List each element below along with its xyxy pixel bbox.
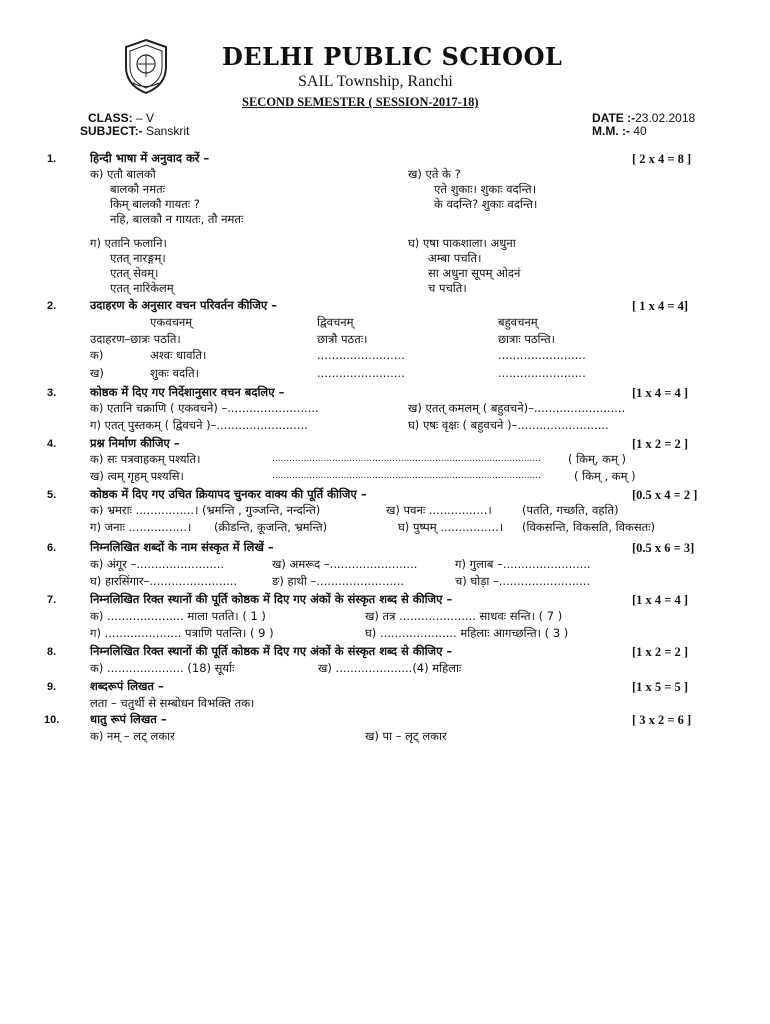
q1-ga-1: एतत् नारङ्गम्। (110, 251, 166, 265)
q3-marks: [1 x 4 = 4 ] (632, 386, 689, 400)
q4-kha-blank[interactable]: .............................................................................................. (272, 471, 541, 481)
date-line (592, 111, 695, 125)
q8-number: 8. (47, 646, 57, 658)
q2-example-singular: उदाहरण–छात्रः पठति। (90, 332, 181, 346)
class-value: – V (132, 111, 155, 125)
q5-ka: क) भ्रमराः ................। (90, 503, 199, 517)
q7-gha: घ) ..................... महिलाः आगच्छन्ति। ( 3 ) (365, 626, 569, 640)
school-location: SAIL Township, Ranchi (298, 73, 453, 90)
q2-kha-text: शुकः वदति। (150, 366, 200, 380)
q1-gha-0: घ) एषा पाकशाला। अधुना (408, 236, 516, 250)
q4-ka: क) सः पत्रवाहकम् पश्यति। (90, 452, 201, 466)
date-label: DATE :- (592, 111, 636, 125)
subject-value: Sanskrit (142, 124, 190, 138)
q6-ga: ग) गुलाब –........................ (455, 557, 591, 571)
q6-nga: ङ) हाथी –........................ (272, 574, 405, 588)
q5-gha: घ) पुष्पम् ................। (398, 520, 504, 534)
q4-kha-options: ( किम् , कम् ) (574, 469, 636, 483)
q4-kha: ख) त्वम् गृहम् पश्यसि। (90, 469, 184, 483)
q3-kha: ख) एतत् कमलम् ( बहुवचने)–......................... (408, 401, 626, 415)
q6-ka: क) अंगूर –........................ (90, 557, 225, 571)
q5-kha: ख) पवनः ................। (386, 503, 492, 517)
q10-kha: ख) पा – लृट् लकार (365, 729, 447, 743)
q5-gha-options: (विकसन्ति, विकसति, विकसतः) (522, 520, 656, 534)
q1-ga-0: ग) एतानि फलानि। (90, 236, 167, 250)
q1-gha-2: सा अधुना सूपम् ओदनं (428, 266, 521, 280)
class-line (88, 111, 154, 125)
q10-title: धातु रूपं लिखत – (90, 712, 167, 726)
q10-marks: [ 3 x 2 = 6 ] (632, 713, 692, 727)
school-logo (121, 37, 171, 95)
q10-ka: क) नम् – लट् लकार (90, 729, 175, 743)
q5-ga-options: (क्रीडन्ति, कूजन्ति, भ्रमन्ति) (214, 520, 328, 534)
mm-value: 40 (630, 124, 647, 138)
q10-number: 10. (44, 714, 60, 726)
q5-ka-options: (भ्रमन्ति , गुञ्जन्ति, नन्दन्ति) (202, 503, 321, 517)
q1-marks: [ 2 x 4 = 8 ] (632, 152, 692, 166)
q7-ga: ग) ..................... पत्राणि पतन्ति। ( 9 ) (90, 626, 274, 640)
q8-marks: [1 x 2 = 2 ] (632, 645, 689, 659)
q2-ka-blank-dual[interactable]: ........................ (317, 348, 405, 362)
subject-line (80, 124, 189, 138)
q3-ga: ग) एतत् पुस्तकम् ( द्विवचने )–......................... (90, 418, 308, 432)
q1-number: 1. (47, 153, 57, 165)
q6-cha: च) घोड़ा –......................... (455, 574, 591, 588)
q6-kha: ख) अमरूद –........................ (272, 557, 418, 571)
q6-number: 6. (47, 542, 57, 554)
q1-ga-3: एतत् नारिकेलम् (110, 281, 174, 295)
q4-ka-blank[interactable]: .............................................................................................. (272, 454, 541, 464)
mm-line (592, 124, 647, 138)
q7-kha: ख) तत्र ..................... साधवः सन्ति। ( 7 ) (365, 609, 563, 623)
q2-ka-label: क) (90, 348, 104, 362)
q1-ka-1: बालकौ नमतः (110, 182, 165, 196)
class-label: CLASS: (88, 111, 133, 125)
q2-header-plural: बहुवचनम् (498, 315, 538, 329)
q5-number: 5. (47, 489, 57, 501)
q8-title: निम्नलिखित रिक्त स्थानों की पूर्ति कोष्ठक में दिए गए अंकों के संस्कृत शब्द से कीजिए – (90, 644, 453, 658)
subject-label: SUBJECT:- (80, 124, 143, 138)
q5-title: कोष्ठक में दिए गए उचित क्रियापद चुनकर वाक्य की पूर्ति कीजिए – (90, 487, 367, 501)
q9-line: लता – चतुर्थी से सम्बोधन विभक्ति तक। (90, 696, 255, 710)
q8-ka: क) ..................... (18) सूर्याः (90, 661, 235, 675)
q7-number: 7. (47, 594, 57, 606)
q6-gha: घ) हारसिंगार–........................ (90, 574, 238, 588)
q5-marks: [0.5 x 4 = 2 ] (632, 488, 698, 502)
q7-ka: क) ..................... माला पतति। ( 1 ) (90, 609, 266, 623)
q4-number: 4. (47, 438, 57, 450)
q1-title: हिन्दी भाषा में अनुवाद करें – (90, 151, 210, 165)
q4-ka-options: ( किम्, कम् ) (568, 452, 626, 466)
q1-ka-3: नहि, बालकौ न गायतः, तौ नमतः (110, 212, 244, 226)
q3-gha: घ) एषः वृक्षः ( बहुवचने )–......................... (408, 418, 609, 432)
q9-number: 9. (47, 681, 57, 693)
q1-kha-0: ख) एते के ? (408, 167, 461, 181)
q2-kha-blank-plural[interactable]: ........................ (498, 366, 586, 380)
q8-kha: ख) .....................(4) महिलाः (318, 661, 462, 675)
q1-ka-0: क) एतौ बालकौ (90, 167, 156, 181)
q2-header-singular: एकवचनम् (150, 315, 193, 329)
q1-ga-2: एतत् सेवम्। (110, 266, 159, 280)
q2-header-dual: द्विवचनम् (317, 315, 354, 329)
q1-ka-2: किम् बालकौ गायतः ? (110, 197, 200, 211)
q1-kha-1: एते शुकाः। शुकाः वदन्ति। (434, 182, 537, 196)
q2-marks: [ 1 x 4 = 4] (632, 299, 689, 313)
q2-ka-text: अश्वः धावति। (150, 348, 207, 362)
q1-gha-1: अम्बा पचति। (428, 251, 482, 265)
date-value: 23.02.2018 (635, 111, 696, 125)
q2-example-dual: छात्रौ पठतः। (317, 332, 368, 346)
q6-title: निम्नलिखित शब्दों के नाम संस्कृत में लिखें – (90, 540, 274, 554)
q7-title: निम्नलिखित रिक्त स्थानों की पूर्ति कोष्ठक में दिए गए अंकों के संस्कृत शब्द से कीजिए – (90, 592, 453, 606)
q2-title: उदाहरण के अनुसार वचन परिवर्तन कीजिए – (90, 298, 278, 312)
q3-number: 3. (47, 387, 57, 399)
q5-ga: ग) जनाः ................। (90, 520, 192, 534)
q7-marks: [1 x 4 = 4 ] (632, 593, 689, 607)
school-name: DELHI PUBLIC SCHOOL (222, 42, 563, 71)
q2-kha-label: ख) (90, 366, 104, 380)
q5-kha-options: (पतति, गच्छति, वहति) (522, 503, 619, 517)
q1-gha-3: च पचति। (428, 281, 467, 295)
q2-ka-blank-plural[interactable]: ........................ (498, 348, 586, 362)
q2-kha-blank-dual[interactable]: ........................ (317, 366, 405, 380)
q9-title: शब्दरूपं लिखत – (90, 679, 164, 693)
q4-title: प्रश्न निर्माण कीजिए – (90, 436, 180, 450)
q2-example-plural: छात्राः पठन्ति। (498, 332, 555, 346)
q6-marks: [0.5 x 6 = 3] (632, 541, 695, 555)
q3-title: कोष्ठक में दिए गए निर्देशानुसार वचन बदलिए – (90, 385, 285, 399)
exam-title: SECOND SEMESTER ( SESSION-2017-18) (242, 95, 479, 109)
q9-marks: [1 x 5 = 5 ] (632, 680, 689, 694)
q3-ka: क) एतानि चक्राणि ( एकवचने) –......................... (90, 401, 319, 415)
mm-label: M.M. :- (592, 124, 630, 138)
q4-marks: [1 x 2 = 2 ] (632, 437, 689, 451)
q1-kha-2: के वदन्ति? शुकाः वदन्ति। (434, 197, 538, 211)
q2-number: 2. (47, 300, 57, 312)
